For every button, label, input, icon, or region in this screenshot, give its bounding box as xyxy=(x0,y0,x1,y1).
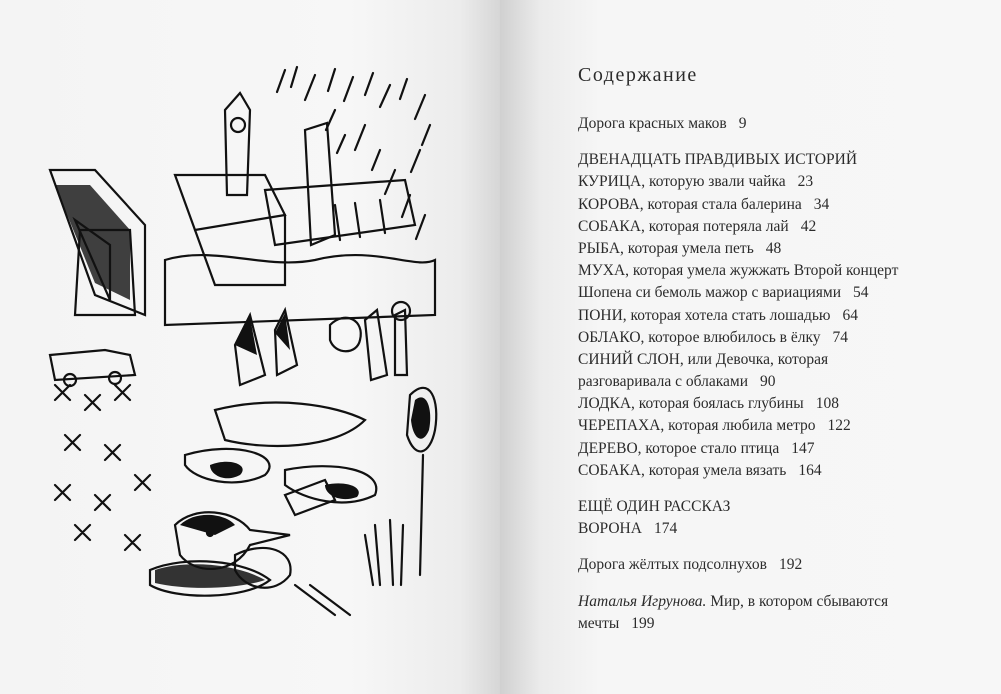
page-number: 34 xyxy=(813,195,830,213)
toc-title: Содержание xyxy=(578,64,698,86)
page-number: 108 xyxy=(815,395,839,413)
page-number: 64 xyxy=(842,306,858,324)
page-number: 147 xyxy=(791,439,815,457)
toc-entry: Дорога красных маков 9 xyxy=(578,115,747,132)
page-number: 90 xyxy=(760,373,776,391)
toc-entry: КОРОВА, которая стала балерина 34 xyxy=(578,195,830,213)
left-page xyxy=(0,0,500,694)
page-number: 74 xyxy=(832,328,849,346)
section-heading: ЕЩЁ ОДИН РАССКАЗ xyxy=(578,498,731,515)
page-number: 48 xyxy=(765,239,782,257)
toc-entry: ПОНИ, которая хотела стать лошадью 64 xyxy=(578,306,858,324)
page-number: 23 xyxy=(797,173,814,191)
page-number: 164 xyxy=(798,461,822,479)
toc-entry: Дорога жёлтых подсолнухов 192 xyxy=(578,556,803,574)
toc-entry-line1: Наталья Игрунова. Мир, в котором сбываются xyxy=(578,592,889,610)
page-number: 122 xyxy=(827,417,851,435)
toc-entry: ОБЛАКО, которое влюбилось в ёлку 74 xyxy=(578,328,849,346)
toc-entry: Шопена си бемоль мажор с вариациями 54 xyxy=(578,284,869,302)
toc-entry: ДЕРЕВО, которое стало птица 147 xyxy=(578,439,815,457)
toc-entry-line1: МУХА, которая умела жужжать Второй концерт xyxy=(578,262,899,280)
page-number: 199 xyxy=(631,614,655,632)
toc-entry: ЧЕРЕПАХА, которая любила метро 122 xyxy=(578,417,851,435)
toc-entry: СОБАКА, которая умела вязать 164 xyxy=(578,461,822,479)
page-number: 192 xyxy=(779,556,803,574)
toc-entry: КУРИЦА, которую звали чайка 23 xyxy=(578,173,814,191)
ink-illustration xyxy=(35,55,450,630)
page-number: 174 xyxy=(653,520,678,538)
toc-entry: ВОРОНА 174 xyxy=(578,520,678,538)
page-number: 9 xyxy=(738,115,747,132)
section-heading: ДВЕНАДЦАТЬ ПРАВДИВЫХ ИСТОРИЙ xyxy=(578,151,858,169)
toc-entry: РЫБА, которая умела петь 48 xyxy=(578,239,782,257)
toc-entry-line1: СИНИЙ СЛОН, или Девочка, которая xyxy=(578,350,829,368)
author-name: Наталья Игрунова. xyxy=(578,592,707,610)
table-of-contents xyxy=(578,64,978,635)
toc-entry: СОБАКА, которая потеряла лай 42 xyxy=(578,217,817,235)
toc-entry: мечты 199 xyxy=(578,614,655,632)
page-number: 54 xyxy=(853,284,869,302)
toc-entry: разговаривала с облаками 90 xyxy=(578,373,776,391)
page-number: 42 xyxy=(800,217,817,235)
toc-entry: ЛОДКА, которая боялась глубины 108 xyxy=(578,395,839,413)
